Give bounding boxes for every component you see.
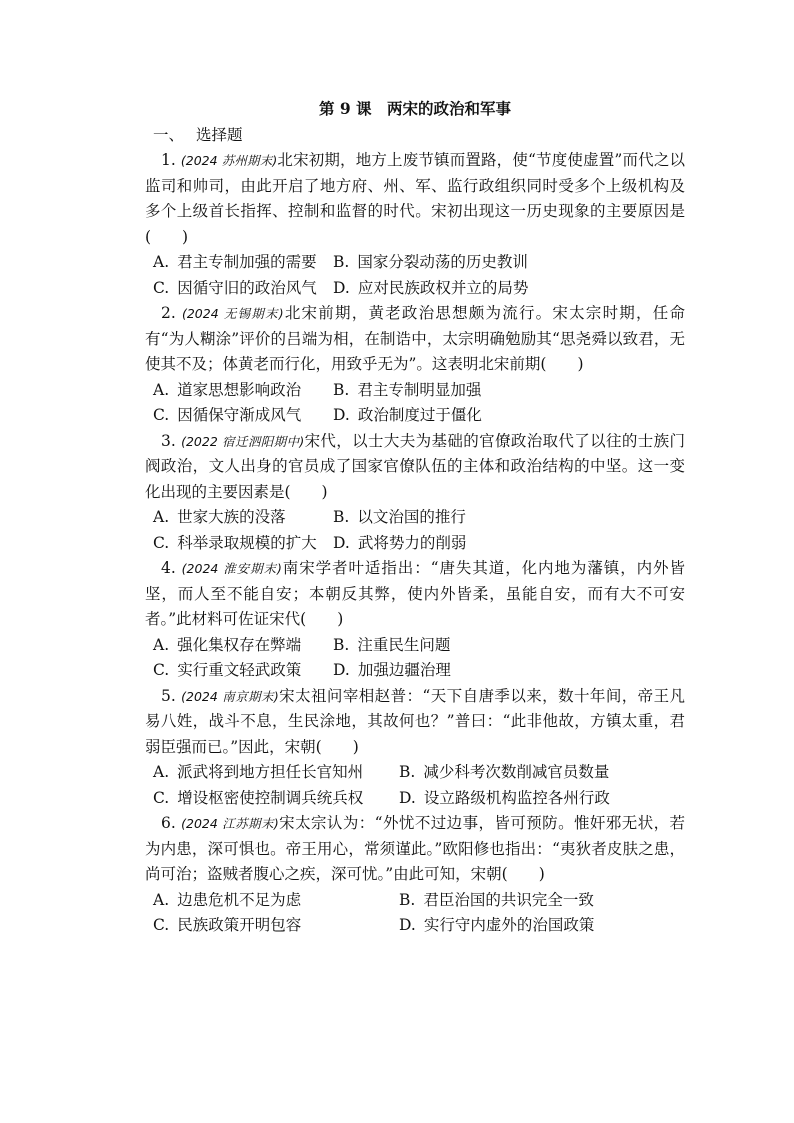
question-text: 北宋前期，黄老政治思想颇为流行。宋太宗时期，任命有“为人糊涂”评价的吕端为相，在制诰中，太宗明确勉励其“思尧舜以致君，无使其不及；体黄老而行化，用致乎无为”。这表明北宋前期( ) <box>145 304 685 373</box>
option-text: 加强边疆治理 <box>357 661 451 679</box>
option-text: 武将势力的削弱 <box>357 533 467 552</box>
question-stem <box>145 811 685 888</box>
option-letter: D. <box>399 788 416 807</box>
question-text: 宋太祖问宰相赵普：“天下自唐季以来，数十年间，帝王凡易八姓，战斗不息，生民涂地，其故何也？”普曰：“此非他故，方镇太重，君弱臣强而已。”因此，宋朝( ) <box>145 686 685 756</box>
option-a <box>153 250 333 276</box>
question-source: (2024 淮安期末) <box>181 561 282 576</box>
option-b <box>333 505 685 531</box>
option-letter: B. <box>333 380 350 399</box>
option-text: 注重民生问题 <box>357 635 451 654</box>
option-list <box>145 633 685 684</box>
option-c <box>153 658 333 684</box>
option-text: 设立路级机构监控各州行政 <box>423 788 610 807</box>
question-stem <box>145 684 685 761</box>
option-letter: D. <box>333 278 350 297</box>
option-list <box>145 378 685 429</box>
question-stem <box>145 301 685 378</box>
option-letter: C. <box>153 278 170 297</box>
option-letter: B. <box>399 890 416 909</box>
question-number: 3. <box>161 431 176 450</box>
option-text: 国家分裂动荡的历史教训 <box>357 253 528 271</box>
option-d <box>333 531 685 557</box>
question-1 <box>145 148 685 301</box>
option-text: 减少科考次数削减官员数量 <box>423 763 610 781</box>
section-label: 选择题 <box>196 126 243 144</box>
option-d <box>333 403 685 429</box>
option-text: 君主专制明显加强 <box>357 380 482 399</box>
question-text: 北宋初期，地方上废节镇而置路，使“节度使虚置”而代之以监司和帅司，由此开启了地方府、州、军、监行政组织同时受多个上级机构及多个上级首长指挥、控制和监督的时代。宋初出现这一历史现象的主要原因是( ) <box>145 151 685 246</box>
option-letter: B. <box>399 763 416 781</box>
option-text: 政治制度过于僵化 <box>357 406 482 424</box>
option-letter: A. <box>153 763 170 781</box>
option-text: 科举录取规模的扩大 <box>177 533 317 552</box>
question-source: (2024 江苏期末) <box>181 816 279 831</box>
option-text: 因循保守渐成风气 <box>177 406 302 424</box>
question-text: 南宋学者叶适指出：“唐失其道，化内地为藩镇，内外皆坚，而人至不能自安；本朝反其弊，使内外皆柔，虽能自安，而有大不可安者。”此材料可佐证宋代( ) <box>145 559 685 628</box>
question-text: 宋太宗认为：“外忧不过边事，皆可预防。惟奸邪无状，若为内患，深可惧也。帝王用心，常须谨此。”欧阳修也指出：“夷狄者皮肤之患，尚可治；盗贼者腹心之疾，深可忧。”由此可知，宋朝( ) <box>145 814 685 883</box>
option-letter: A. <box>153 890 170 909</box>
question-stem <box>145 429 685 506</box>
option-letter: A. <box>153 253 170 271</box>
option-b <box>399 760 685 786</box>
worksheet-page <box>145 96 685 939</box>
question-number: 1. <box>161 151 176 169</box>
option-c <box>153 786 399 812</box>
option-letter: B. <box>333 253 350 271</box>
option-text: 边患危机不足为虑 <box>177 890 302 909</box>
question-4 <box>145 556 685 684</box>
option-d <box>399 913 685 939</box>
option-c <box>153 276 333 302</box>
option-a <box>153 888 399 914</box>
question-2 <box>145 301 685 429</box>
option-text: 强化集权存在弊端 <box>177 635 302 654</box>
option-letter: A. <box>153 635 170 654</box>
option-list <box>145 505 685 556</box>
question-number: 6. <box>161 814 176 832</box>
question-stem <box>145 556 685 633</box>
question-text: 宋代，以士大夫为基础的官僚政治取代了以往的士族门阀政治，文人出身的官员成了国家官僚队伍的主体和政治结构的中坚。这一变化出现的主要因素是( ) <box>145 431 685 501</box>
option-text: 增设枢密使控制调兵统兵权 <box>177 788 364 807</box>
option-text: 世家大族的没落 <box>177 508 286 526</box>
option-list <box>145 760 685 811</box>
option-b <box>399 888 685 914</box>
question-list <box>145 148 685 939</box>
option-a <box>153 505 333 531</box>
option-letter: C. <box>153 788 170 807</box>
option-a <box>153 760 399 786</box>
option-letter: C. <box>153 533 170 552</box>
option-list <box>145 250 685 301</box>
option-letter: B. <box>333 635 350 654</box>
question-number: 4. <box>161 559 176 577</box>
question-source: (2022 宿迁泗阳期中) <box>181 433 305 449</box>
option-letter: B. <box>333 508 350 526</box>
option-letter: D. <box>333 406 350 424</box>
section-number: 一、 <box>153 126 185 144</box>
question-number: 2. <box>161 304 176 322</box>
option-d <box>333 276 685 302</box>
option-text: 实行重文轻武政策 <box>177 661 302 679</box>
section-heading <box>153 122 685 148</box>
option-text: 因循守旧的政治风气 <box>177 278 317 297</box>
question-source: (2024 南京期末) <box>181 688 279 704</box>
option-letter: A. <box>153 508 170 526</box>
option-a <box>153 633 333 659</box>
option-text: 以文治国的推行 <box>357 508 466 526</box>
option-letter: D. <box>333 661 350 679</box>
option-text: 君臣治国的共识完全一致 <box>423 890 594 909</box>
question-source: (2024 苏州期末) <box>180 153 278 168</box>
option-list <box>145 888 685 939</box>
option-d <box>399 786 685 812</box>
option-c <box>153 531 333 557</box>
option-letter: A. <box>153 380 170 399</box>
question-6 <box>145 811 685 939</box>
option-c <box>153 403 333 429</box>
question-3 <box>145 429 685 557</box>
option-letter: C. <box>153 406 170 424</box>
option-text: 道家思想影响政治 <box>177 380 302 399</box>
question-number: 5. <box>161 686 176 705</box>
option-text: 民族政策开明包容 <box>177 916 302 934</box>
question-5 <box>145 684 685 812</box>
option-text: 君主专制加强的需要 <box>177 253 317 271</box>
option-letter: C. <box>153 916 170 934</box>
option-letter: D. <box>399 916 416 934</box>
option-letter: D. <box>333 533 350 552</box>
option-text: 派武将到地方担任长官知州 <box>177 763 364 781</box>
option-d <box>333 658 685 684</box>
option-c <box>153 913 399 939</box>
question-source: (2024 无锡期末) <box>181 306 284 321</box>
option-text: 实行守内虚外的治国政策 <box>423 916 595 934</box>
page-title: 第 9 课 两宋的政治和军事 <box>318 99 512 118</box>
option-b <box>333 633 685 659</box>
question-stem <box>145 148 685 250</box>
option-letter: C. <box>153 661 170 679</box>
option-text: 应对民族政权并立的局势 <box>357 278 529 297</box>
option-b <box>333 378 685 404</box>
option-b <box>333 250 685 276</box>
option-a <box>153 378 333 404</box>
